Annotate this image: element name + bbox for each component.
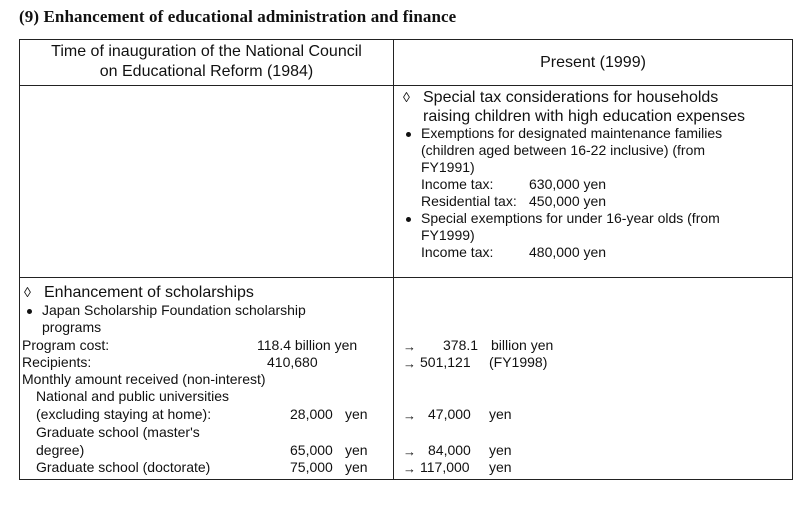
header-1984-line1: Time of inauguration of the National Council xyxy=(51,43,362,60)
header-1984 xyxy=(20,40,393,85)
program-cost-1984: 118.4 billion yen xyxy=(257,337,358,353)
arrow-icon: → xyxy=(403,461,416,476)
arrow-icon: → xyxy=(403,444,416,459)
yen-unit: yen xyxy=(345,442,368,458)
national-1984: 28,000 xyxy=(290,406,333,422)
header-divider xyxy=(20,85,792,86)
national-1999: 47,000 xyxy=(428,406,471,422)
tax-item1-line2: (children aged between 16-22 inclusive) (from xyxy=(421,142,706,158)
residential-tax-value: 450,000 yen xyxy=(529,193,607,209)
recipients-label: Recipients: xyxy=(22,354,92,370)
scholarships-heading: Enhancement of scholarships xyxy=(44,284,254,301)
income-tax-label-2: Income tax: xyxy=(421,244,494,260)
income-tax-label: Income tax: xyxy=(421,176,494,192)
foundation-line2: programs xyxy=(42,319,102,335)
doctorate-label: Graduate school (doctorate) xyxy=(36,459,211,475)
bullet-icon xyxy=(406,217,411,222)
bullet-icon xyxy=(406,132,411,137)
page-title: (9) Enhancement of educational administration and finance xyxy=(19,7,457,26)
row-divider xyxy=(20,277,792,278)
diamond-icon: ◊ xyxy=(24,284,31,300)
header-1999: Present (1999) xyxy=(540,54,646,71)
national-line2: (excluding staying at home): xyxy=(36,406,212,422)
tax-item2-line2: FY1999) xyxy=(421,227,475,243)
national-line1: National and public universities xyxy=(36,388,229,404)
yen-unit: yen xyxy=(489,406,512,422)
diamond-icon: ◊ xyxy=(403,89,410,105)
yen-unit: yen xyxy=(345,406,368,422)
yen-unit: yen xyxy=(489,442,512,458)
column-divider xyxy=(393,40,394,479)
recipients-1999-note: (FY1998) xyxy=(489,354,548,370)
bullet-icon xyxy=(27,309,32,314)
tax-item2-line1: Special exemptions for under 16-year olds (from xyxy=(421,210,720,226)
yen-unit: yen xyxy=(489,459,512,475)
doctorate-1999: 117,000 xyxy=(420,459,470,475)
program-cost-1999: 378.1 xyxy=(443,337,479,353)
yen-unit: yen xyxy=(345,459,368,475)
tax-item1-line1: Exemptions for designated maintenance families xyxy=(421,125,723,141)
tax-heading-line2: raising children with high education expenses xyxy=(423,108,745,125)
monthly-label: Monthly amount received (non-interest) xyxy=(22,371,266,387)
header-1984-line2: on Educational Reform (1984) xyxy=(99,63,314,80)
masters-line2: degree) xyxy=(36,442,85,458)
masters-1999: 84,000 xyxy=(428,442,471,458)
masters-line1: Graduate school (master's xyxy=(36,424,200,440)
program-cost-1999-unit: billion yen xyxy=(491,337,554,353)
recipients-1999: 501,121 xyxy=(420,354,471,370)
income-tax-value: 630,000 yen xyxy=(529,176,607,192)
arrow-icon: → xyxy=(403,356,416,371)
comparison-table xyxy=(19,39,793,480)
program-cost-label: Program cost: xyxy=(22,337,110,353)
arrow-icon: → xyxy=(403,408,416,423)
recipients-1984: 410,680 xyxy=(267,354,318,370)
residential-tax-label: Residential tax: xyxy=(421,193,517,209)
masters-1984: 65,000 xyxy=(290,442,333,458)
tax-item1-line3: FY1991) xyxy=(421,159,475,175)
income-tax-value-2: 480,000 yen xyxy=(529,244,607,260)
tax-heading-line1: Special tax considerations for households xyxy=(423,89,719,106)
doctorate-1984: 75,000 xyxy=(290,459,333,475)
foundation-line1: Japan Scholarship Foundation scholarship xyxy=(42,302,306,318)
arrow-icon: → xyxy=(403,339,416,354)
